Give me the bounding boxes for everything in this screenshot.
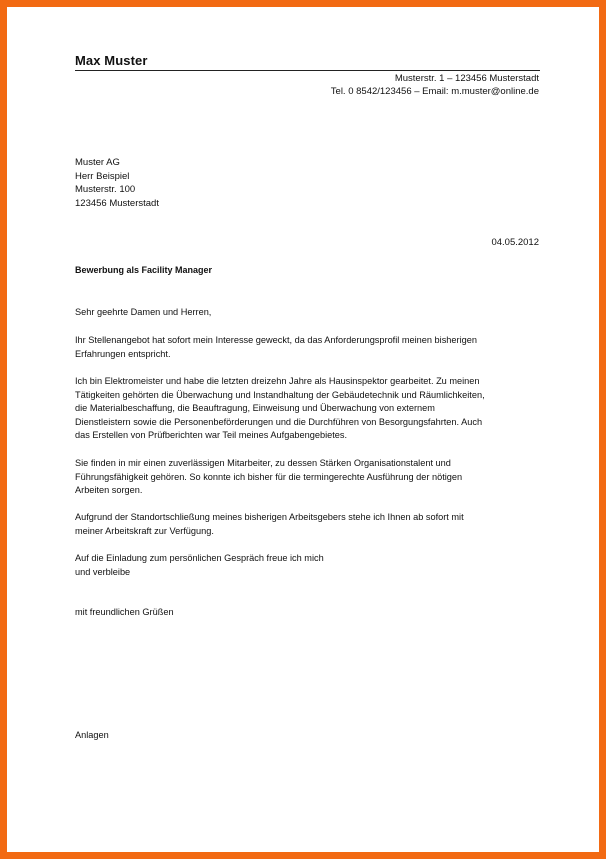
paragraph-line: meiner Arbeitskraft zur Verfügung. [75,525,214,536]
recipient-city: 123456 Musterstadt [75,197,159,209]
closing [75,606,537,620]
letter-date: 04.05.2012 [491,237,539,248]
attachments [75,729,537,743]
paragraph-line: Erfahrungen entspricht. [75,348,171,359]
header-divider [75,70,540,71]
paragraph-invitation [75,552,537,579]
closing-text: mit freundlichen Grüßen [75,607,174,617]
paragraph-intro [75,334,537,361]
paragraph-line: Tätigkeiten gehörten die Überwachung und Instandhaltung der Gebäudetechnik und Räumlichkeiten, [75,389,485,400]
paragraph-line: Arbeiten sorgen. [75,485,143,496]
letter-page [7,7,599,852]
paragraph-line: Aufgrund der Standortschließung meines bisherigen Arbeitsgebers stehe ich Ihnen ab sofort mit [75,512,464,522]
salutation-text: Sehr geehrte Damen und Herren, [75,307,212,317]
paragraph-line: Auf die Einladung zum persönlichen Gespräch freue ich mich [75,553,324,563]
sender-contact: Tel. 0 8542/123456 – Email: m.muster@online.de [330,86,539,97]
paragraph-experience [75,375,537,443]
recipient-address-block [75,156,159,210]
paragraph-line: Ihr Stellenangebot hat sofort mein Interesse geweckt, da das Anforderungsprofil meinen bisherigen [75,335,477,345]
paragraph-line: das Erstellen von Prüfberichten war Teil meines Aufgabengebietes. [75,430,348,441]
paragraph-line: die Materialbeschaffung, die Beauftragung, Einweisung und Überwachung von externem [75,403,435,414]
paragraph-line: Führungsfähigkeit gehören. So konnte ich bisher für die termingerechte Ausführung der nötigen [75,471,463,482]
recipient-company: Muster AG [75,157,120,168]
sender-name: Max Muster [75,53,148,68]
recipient-street: Musterstr. 100 [75,184,136,195]
paragraph-strengths [75,457,537,498]
sender-address: Musterstr. 1 – 123456 Musterstadt [394,73,539,84]
subject-line: Bewerbung als Facility Manager [75,265,213,275]
paragraph-line: Ich bin Elektromeister und habe die letzten dreizehn Jahre als Hausinspektor gearbeitet. Zu meinen [75,376,480,386]
attachments-label: Anlagen [75,730,109,740]
paragraph-line: Dienstleistern sowie die Personenbeförderungen und die Durchführen von Besorgungsfahrten. Auch [75,416,483,427]
recipient-person: Herr Beispiel [75,170,130,182]
paragraph-availability [75,511,537,538]
paragraph-line: Sie finden in mir einen zuverlässigen Mitarbeiter, zu dessen Stärken Organisationstalent und [75,458,451,468]
salutation [75,306,537,320]
paragraph-line: und verbleibe [75,566,131,577]
